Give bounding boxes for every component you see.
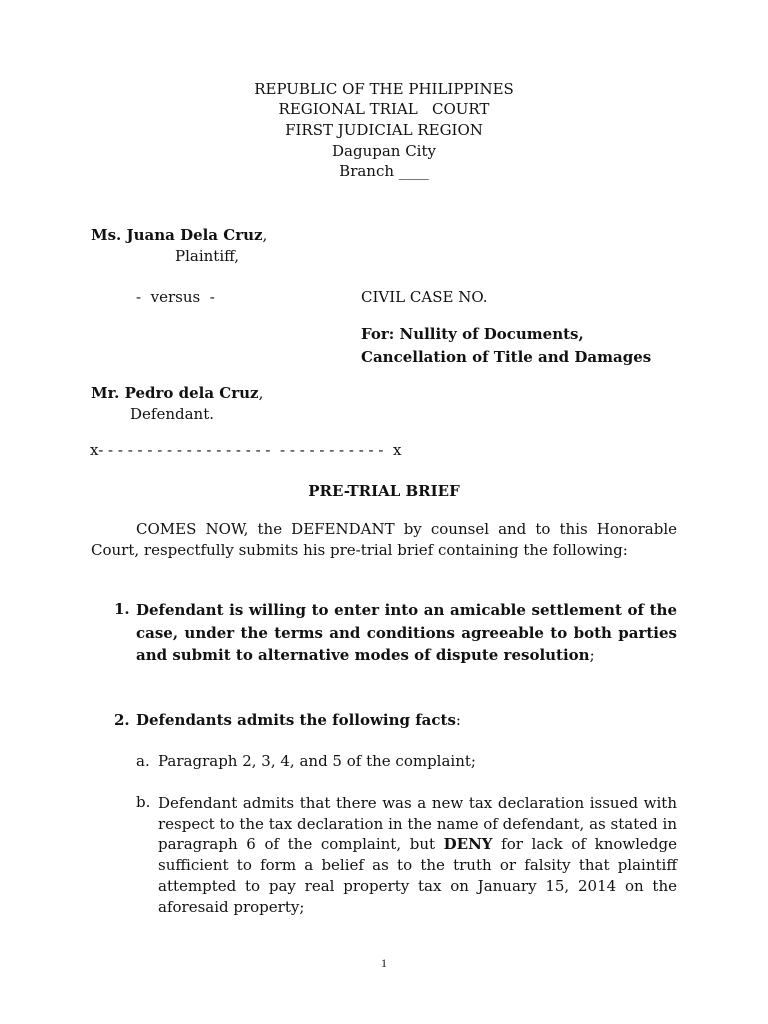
intro-paragraph: COMES NOW, the DEFENDANT by counsel and to this Honorable Court, respectfully submits his pre-trial brief containing the following: (91, 520, 677, 559)
plaintiff-name: Ms. Juana Dela Cruz (91, 226, 263, 244)
versus-label: - versus - (136, 288, 215, 306)
subitem-b-text (158, 793, 677, 917)
item-1-body: Defendant is willing to enter into an amicable settlement of the case, under the terms and conditions agreeable to both parties and submit to alternative modes of dispute resolution (136, 601, 677, 664)
item-2-body: Defendants admits the following facts (136, 711, 456, 729)
subitem-b-after: for lack of knowledge sufficient to form a belief as to the truth or falsity that plaintiff attempted to pay real property tax on January 15, 2014 on the aforesaid property; (158, 835, 677, 916)
header-republic: REPUBLIC OF THE PHILIPPINES (254, 80, 514, 98)
case-subject-line-2: Cancellation of Title and Damages (361, 348, 652, 366)
item-2-suffix: : (455, 711, 461, 729)
document-title: PRE-TRIAL BRIEF (308, 482, 460, 500)
subitem-b-before: Defendant admits that there was a new tax declaration issued with respect to the tax declaration in the name of defendant, as stated in paragraph 6 of the complaint, but (158, 794, 677, 854)
caption-separator: x- - - - - - - - - - - - - - - - - - - - - - - - - - - - - x (90, 441, 402, 459)
item-1-suffix: ; (589, 646, 595, 664)
subitem-b-letter: b. (136, 793, 151, 811)
item-1-text (136, 599, 677, 667)
case-number-label: CIVIL CASE NO. (361, 288, 488, 306)
header-region: FIRST JUDICIAL REGION (285, 121, 483, 139)
subitem-a-text: Paragraph 2, 3, 4, and 5 of the complaint; (158, 752, 476, 770)
plaintiff-line (91, 226, 267, 244)
defendant-name: Mr. Pedro dela Cruz (91, 384, 259, 402)
item-2-number: 2. (114, 711, 130, 729)
plaintiff-comma: , (262, 226, 268, 244)
subitem-a-letter: a. (136, 752, 150, 770)
item-2-text (136, 711, 461, 729)
defendant-line (91, 384, 263, 402)
plaintiff-role: Plaintiff, (175, 247, 240, 265)
subitem-b-emphasis: DENY (443, 835, 493, 854)
defendant-role: Defendant. (130, 405, 214, 423)
header-city: Dagupan City (332, 142, 436, 160)
header-branch: Branch ____ (339, 162, 429, 180)
page-number: 1 (381, 956, 387, 970)
header-court: REGIONAL TRIAL COURT (278, 100, 490, 118)
case-subject-line-1: For: Nullity of Documents, (361, 325, 584, 343)
defendant-comma: , (258, 384, 264, 402)
item-1-number: 1. (114, 600, 130, 618)
